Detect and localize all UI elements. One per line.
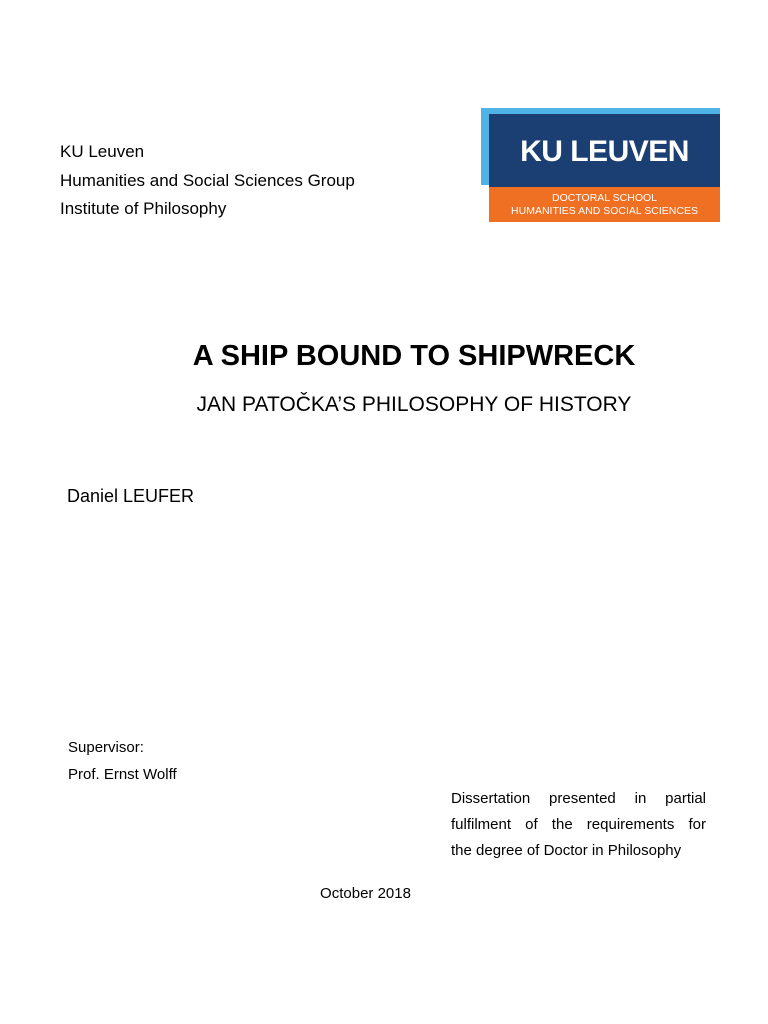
faculty-group: Humanities and Social Sciences Group <box>60 170 355 190</box>
dissertation-line: fulfilment of the requirements for <box>451 816 706 833</box>
university-name: KU Leuven <box>60 142 145 161</box>
ku-leuven-logo <box>481 108 720 222</box>
supervisor-name: Prof. Ernst Wolff <box>68 766 177 783</box>
institute-name: Institute of Philosophy <box>60 199 227 218</box>
author-name: Daniel LEUFER <box>67 486 195 506</box>
supervisor-block <box>68 734 177 788</box>
logo-wordmark: KU LEUVEN <box>489 114 720 190</box>
dissertation-line: the degree of Doctor in Philosophy <box>451 842 682 859</box>
dissertation-line: Dissertation presented in partial <box>451 790 706 807</box>
logo-doctoral-school-band <box>489 187 720 222</box>
submission-date: October 2018 <box>320 885 411 902</box>
logo-line-2: HUMANITIES AND SOCIAL SCIENCES <box>511 204 698 217</box>
thesis-subtitle: JAN PATOČKA’S PHILOSOPHY OF HISTORY <box>196 393 632 416</box>
dissertation-statement <box>451 786 706 864</box>
logo-line-1: DOCTORAL SCHOOL <box>551 192 658 204</box>
supervisor-label: Supervisor: <box>68 739 144 756</box>
thesis-title: A SHIP BOUND TO SHIPWRECK <box>192 340 636 372</box>
affiliation-block <box>60 138 355 224</box>
